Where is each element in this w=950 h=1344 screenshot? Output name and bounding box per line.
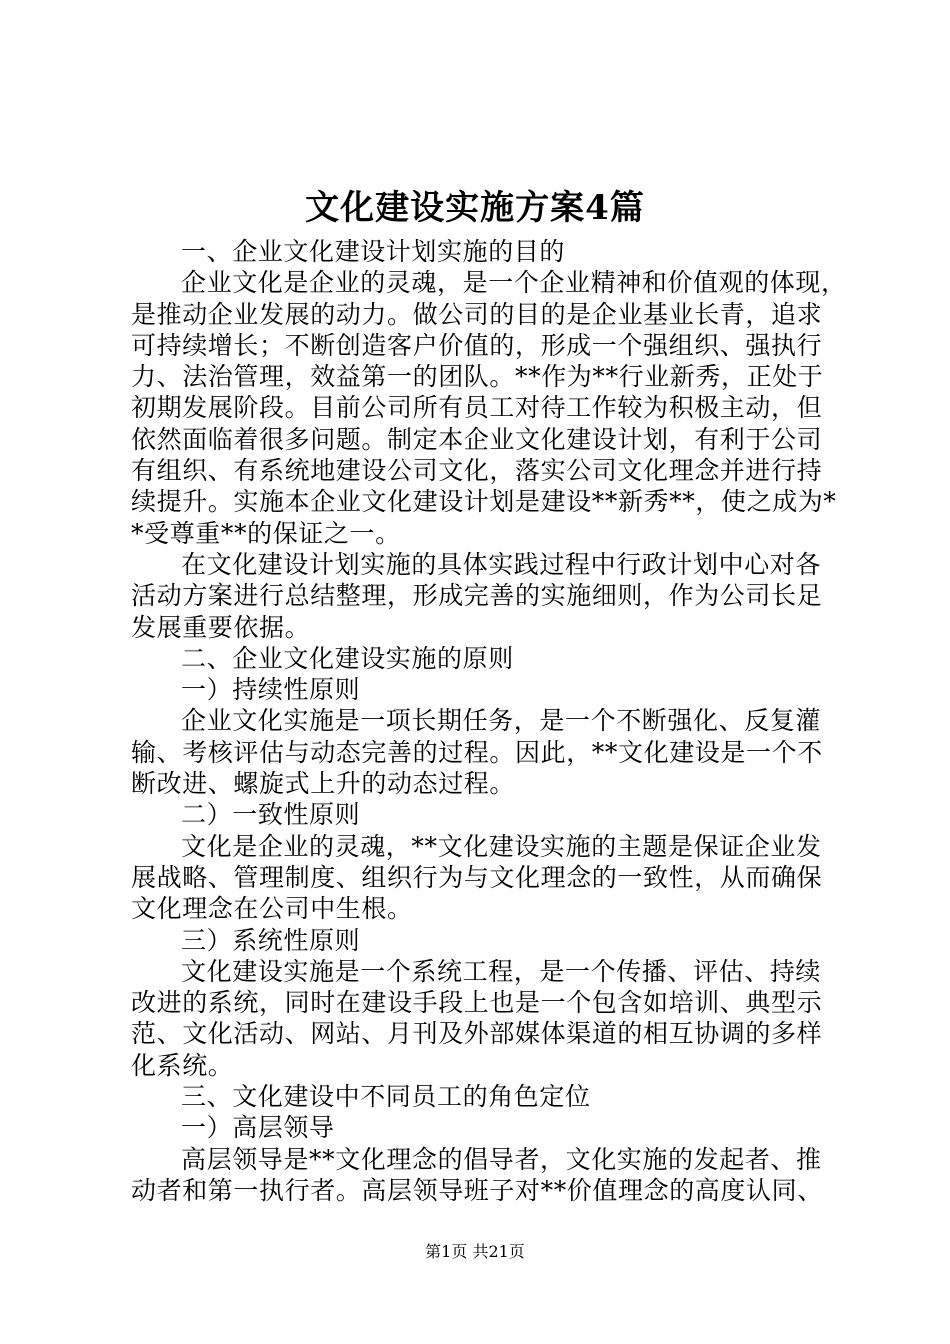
paragraph-line: 续提升。实施本企业文化建设计划是建设**新秀**，使之成为* — [131, 487, 837, 517]
section-heading: 三、文化建设中不同员工的角色定位 — [181, 1082, 591, 1112]
paragraph-line: 企业文化是企业的灵魂，是一个企业精神和价值观的体现， — [181, 268, 847, 298]
subsection-heading: 一）高层领导 — [181, 1113, 335, 1143]
paragraph-line: *受尊重**的保证之一。 — [131, 518, 401, 548]
paragraph-line: 有组织、有系统地建设公司文化，落实公司文化理念并进行持 — [131, 456, 823, 486]
paragraph-line: 活动方案进行总结整理，形成完善的实施细则，作为公司长足 — [131, 581, 823, 611]
paragraph-line: 是推动企业发展的动力。做公司的目的是企业基业长青，追求 — [131, 299, 823, 329]
paragraph-line: 可持续增长；不断创造客户价值的，形成一个强组织、强执行 — [131, 330, 823, 360]
paragraph-line: 输、考核评估与动态完善的过程。因此，**文化建设是一个不 — [131, 737, 823, 767]
paragraph-line: 文化是企业的灵魂，**文化建设实施的主题是保证企业发 — [181, 831, 822, 861]
paragraph-line: 文化理念在公司中生根。 — [131, 894, 413, 924]
section-heading: 二、企业文化建设实施的原则 — [181, 643, 514, 673]
section-heading: 一、企业文化建设计划实施的目的 — [181, 237, 566, 266]
paragraph-line: 动者和第一执行者。高层领导班子对**价值理念的高度认同、 — [131, 1175, 823, 1205]
paragraph-line: 力、法治管理，效益第一的团队。**作为**行业新秀，正处于 — [131, 362, 824, 392]
paragraph-line: 高层领导是**文化理念的倡导者，文化实施的发起者、推 — [181, 1144, 822, 1174]
document-title: 文化建设实施方案4篇 — [305, 188, 645, 228]
paragraph-line: 在文化建设计划实施的具体实践过程中行政计划中心对各 — [181, 549, 822, 579]
paragraph-line: 发展重要依据。 — [131, 612, 311, 642]
document-body — [131, 236, 847, 1206]
paragraph-line: 初期发展阶段。目前公司所有员工对待工作较为积极主动，但 — [131, 393, 823, 423]
paragraph-line: 化系统。 — [131, 1050, 234, 1080]
paragraph-line: 文化建设实施是一个系统工程，是一个传播、评估、持续 — [181, 956, 822, 986]
subsection-heading: 一）持续性原则 — [181, 675, 361, 705]
paragraph-line: 改进的系统，同时在建设手段上也是一个包含如培训、典型示 — [131, 988, 823, 1018]
paragraph-line: 断改进、螺旋式上升的动态过程。 — [131, 769, 516, 799]
paragraph-line: 依然面临着很多问题。制定本企业文化建设计划，有利于公司 — [131, 424, 823, 454]
subsection-heading: 三）系统性原则 — [181, 925, 361, 955]
page-footer: 第1页 共21页 — [425, 1242, 525, 1261]
paragraph-line: 企业文化实施是一项长期任务，是一个不断强化、反复灌 — [181, 706, 822, 736]
paragraph-line: 范、文化活动、网站、月刊及外部媒体渠道的相互协调的多样 — [131, 1019, 823, 1049]
paragraph-line: 展战略、管理制度、组织行为与文化理念的一致性，从而确保 — [131, 862, 823, 892]
subsection-heading: 二）一致性原则 — [181, 800, 361, 830]
